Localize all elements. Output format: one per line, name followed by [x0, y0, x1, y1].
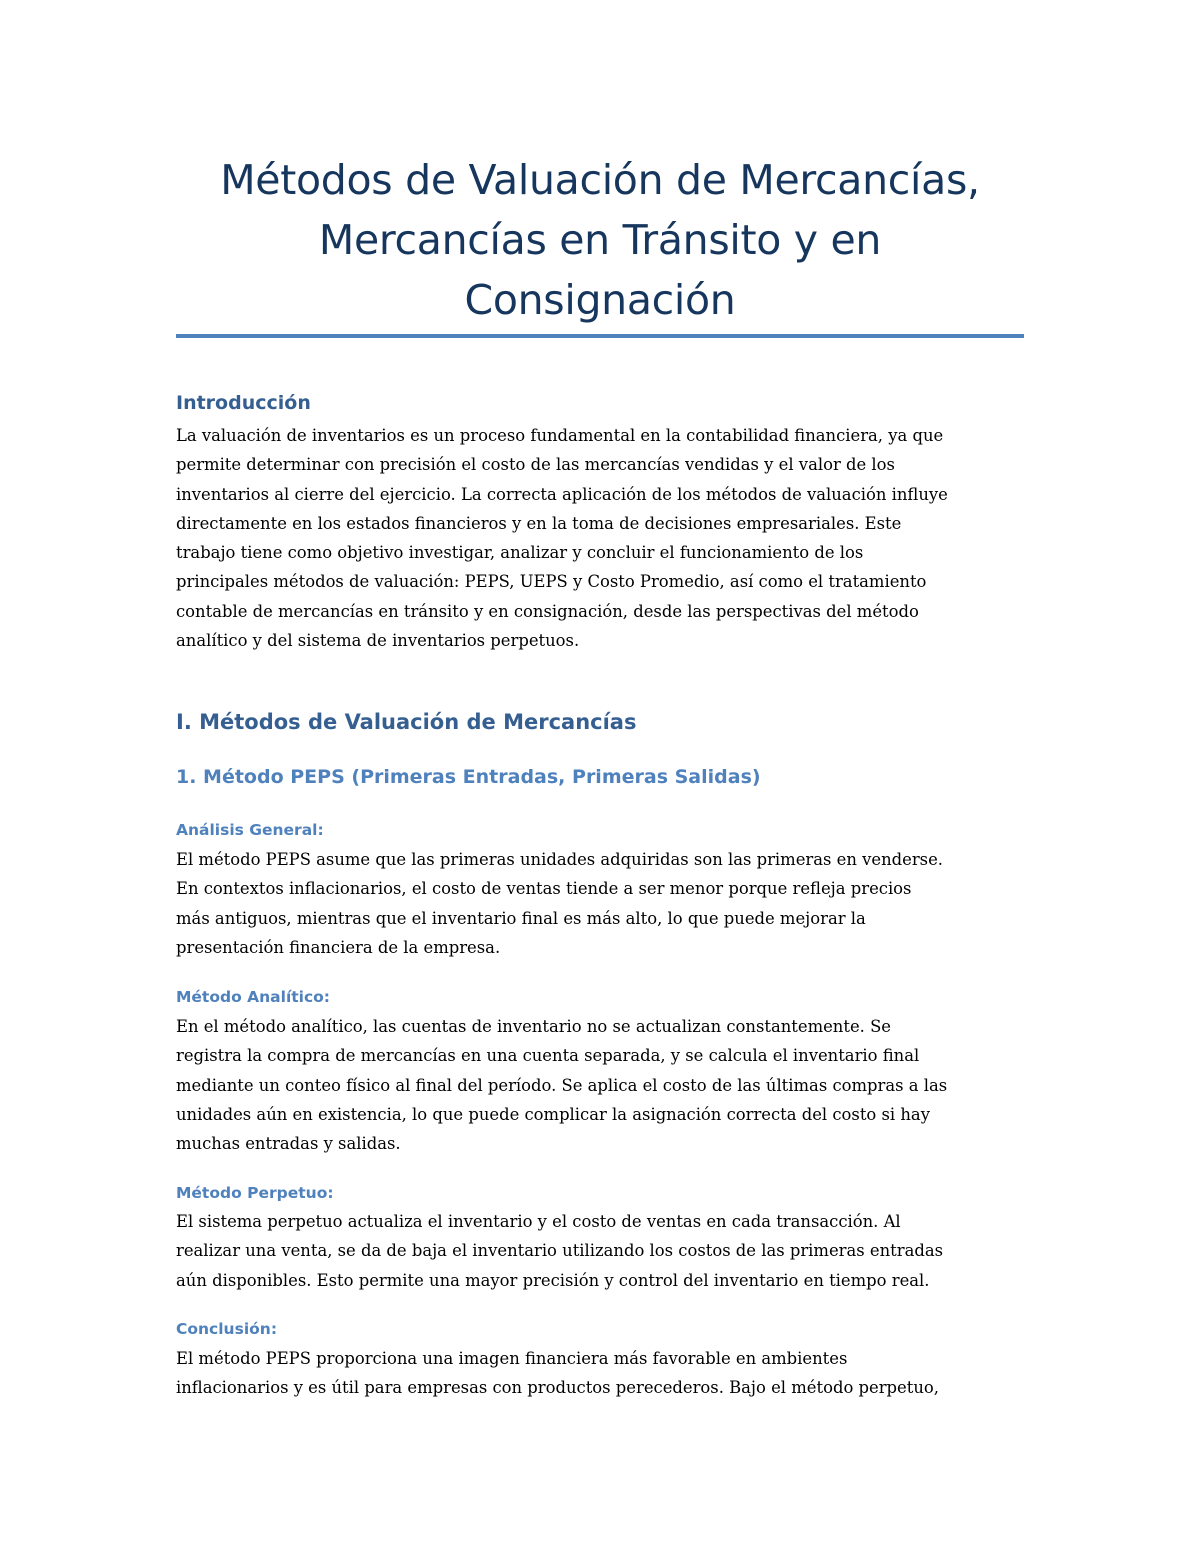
paragraph-line: contable de mercancías en tránsito y en consignación, desde las perspectivas del método [176, 601, 919, 621]
paragraph-line: El método PEPS asume que las primeras unidades adquiridas son las primeras en venderse. [176, 850, 943, 869]
document-title [176, 150, 1024, 330]
metodo-analitico-paragraph [176, 1012, 1024, 1158]
paragraph-line: directamente en los estados financieros y en la toma de decisiones empresariales. Este [176, 513, 902, 533]
paragraph-line: inventarios al cierre del ejercicio. La correcta aplicación de los métodos de valuación influye [176, 484, 948, 504]
title-line: Métodos de Valuación de Mercancías, [220, 156, 980, 204]
title-line: Consignación [464, 276, 736, 324]
paragraph-line: trabajo tiene como objetivo investigar, analizar y concluir el funcionamiento de los [176, 543, 864, 563]
metodo-perpetuo-heading: Método Perpetuo: [176, 1184, 334, 1202]
paragraph-line: En contextos inflacionarios, el costo de ventas tiende a ser menor porque refleja precios [176, 879, 912, 899]
metodo-analitico-heading: Método Analítico: [176, 988, 331, 1006]
paragraph-line: muchas entradas y salidas. [176, 1134, 401, 1154]
paragraph-line: En el método analítico, las cuentas de inventario no se actualizan constantemente. Se [176, 1017, 892, 1036]
introduction-heading: Introducción [176, 392, 311, 414]
paragraph-line: La valuación de inventarios es un proceso fundamental en la contabilidad financiera, ya que [176, 426, 944, 445]
section-heading: I. Métodos de Valuación de Mercancías [176, 710, 637, 734]
paragraph-line: presentación financiera de la empresa. [176, 937, 501, 957]
metodo-perpetuo-paragraph [176, 1207, 1024, 1295]
paragraph-line: analítico y del sistema de inventarios perpetuos. [176, 631, 580, 651]
paragraph-line: principales métodos de valuación: PEPS, UEPS y Costo Promedio, así como el tratamiento [176, 572, 927, 592]
paragraph-line: registra la compra de mercancías en una cuenta separada, y se calcula el inventario final [176, 1046, 920, 1066]
conclusion-heading: Conclusión: [176, 1320, 278, 1338]
paragraph-line: inflacionarios y es útil para empresas con productos perecederos. Bajo el método perpetuo, [176, 1378, 939, 1398]
paragraph-line: El método PEPS proporciona una imagen financiera más favorable en ambientes [176, 1349, 848, 1368]
subsection-heading: 1. Método PEPS (Primeras Entradas, Primeras Salidas) [176, 766, 761, 788]
paragraph-line: más antiguos, mientras que el inventario final es más alto, lo que puede mejorar la [176, 908, 866, 928]
document-page [176, 0, 1024, 1553]
paragraph-line: unidades aún en existencia, lo que puede complicar la asignación correcta del costo si hay [176, 1104, 930, 1124]
paragraph-line: aún disponibles. Esto permite una mayor precisión y control del inventario en tiempo real. [176, 1270, 930, 1290]
title-line: Mercancías en Tránsito y en [318, 216, 882, 264]
conclusion-paragraph [176, 1344, 1024, 1403]
paragraph-line: realizar una venta, se da de baja el inventario utilizando los costos de las primeras entradas [176, 1241, 944, 1261]
paragraph-line: permite determinar con precisión el costo de las mercancías vendidas y el valor de los [176, 455, 895, 475]
title-underline [176, 334, 1024, 338]
analisis-general-paragraph [176, 845, 1024, 962]
introduction-paragraph [176, 421, 1024, 655]
analisis-general-heading: Análisis General: [176, 821, 324, 839]
paragraph-line: mediante un conteo físico al final del período. Se aplica el costo de las últimas compras a las [176, 1075, 948, 1095]
paragraph-line: El sistema perpetuo actualiza el inventario y el costo de ventas en cada transacción. Al [176, 1212, 901, 1231]
